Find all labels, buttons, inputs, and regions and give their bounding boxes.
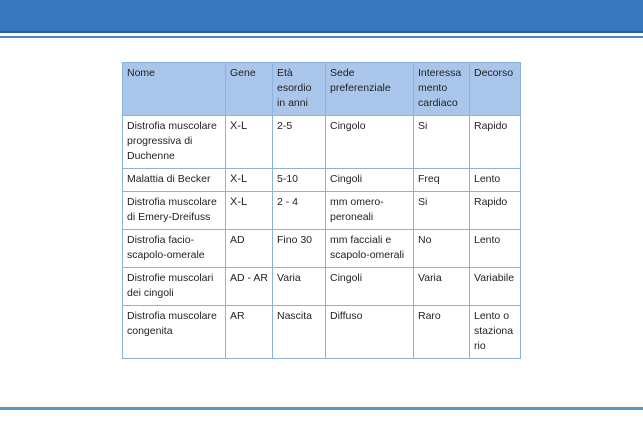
cell-cardiaco: Si	[414, 116, 470, 169]
cell-sede: mm omero-peroneali	[326, 192, 414, 230]
cell-sede: Cingolo	[326, 116, 414, 169]
cell-gene: X-L	[226, 169, 273, 192]
cell-nome: Distrofia facio-scapolo-omerale	[123, 230, 226, 268]
cell-gene: X-L	[226, 116, 273, 169]
cell-eta: Fino 30	[273, 230, 326, 268]
cell-gene: AD - AR	[226, 268, 273, 306]
dystrophy-table	[122, 62, 521, 359]
table-row	[123, 169, 521, 192]
cell-eta: 5-10	[273, 169, 326, 192]
cell-decorso: Lento	[470, 169, 521, 192]
header-gene: Gene	[226, 63, 273, 116]
table-row	[123, 116, 521, 169]
cell-eta: 2-5	[273, 116, 326, 169]
table-row	[123, 306, 521, 359]
table-row	[123, 268, 521, 306]
table-row	[123, 192, 521, 230]
cell-cardiaco: Raro	[414, 306, 470, 359]
cell-gene: AR	[226, 306, 273, 359]
cell-gene: X-L	[226, 192, 273, 230]
header-decorso: Decorso	[470, 63, 521, 116]
table-header-row	[123, 63, 521, 116]
cell-nome: Distrofia muscolare congenita	[123, 306, 226, 359]
slide-footer-rule	[0, 407, 643, 410]
slide-header-band	[0, 0, 643, 33]
cell-decorso: Variabile	[470, 268, 521, 306]
cell-nome: Distrofia muscolare di Emery-Dreifuss	[123, 192, 226, 230]
cell-decorso: Lento o staziona rio	[470, 306, 521, 359]
cell-cardiaco: No	[414, 230, 470, 268]
cell-cardiaco: Si	[414, 192, 470, 230]
cell-cardiaco: Freq	[414, 169, 470, 192]
cell-nome: Distrofie muscolari dei cingoli	[123, 268, 226, 306]
dystrophy-table-container	[122, 62, 520, 359]
cell-eta: Varia	[273, 268, 326, 306]
header-sede: Sede preferenziale	[326, 63, 414, 116]
cell-eta: 2 - 4	[273, 192, 326, 230]
cell-sede: Diffuso	[326, 306, 414, 359]
cell-sede: mm facciali e scapolo-omerali	[326, 230, 414, 268]
header-nome: Nome	[123, 63, 226, 116]
cell-cardiaco: Varia	[414, 268, 470, 306]
cell-eta: Nascita	[273, 306, 326, 359]
header-interessamento-cardiaco: Interessa mento cardiaco	[414, 63, 470, 116]
table-row	[123, 230, 521, 268]
cell-decorso: Lento	[470, 230, 521, 268]
cell-nome: Malattia di Becker	[123, 169, 226, 192]
cell-decorso: Rapido	[470, 116, 521, 169]
cell-sede: Cingoli	[326, 169, 414, 192]
cell-gene: AD	[226, 230, 273, 268]
cell-sede: Cingoli	[326, 268, 414, 306]
cell-decorso: Rapido	[470, 192, 521, 230]
header-eta-esordio: Età esordio in anni	[273, 63, 326, 116]
cell-nome: Distrofia muscolare progressiva di Duchenne	[123, 116, 226, 169]
slide-header-rule	[0, 36, 643, 38]
